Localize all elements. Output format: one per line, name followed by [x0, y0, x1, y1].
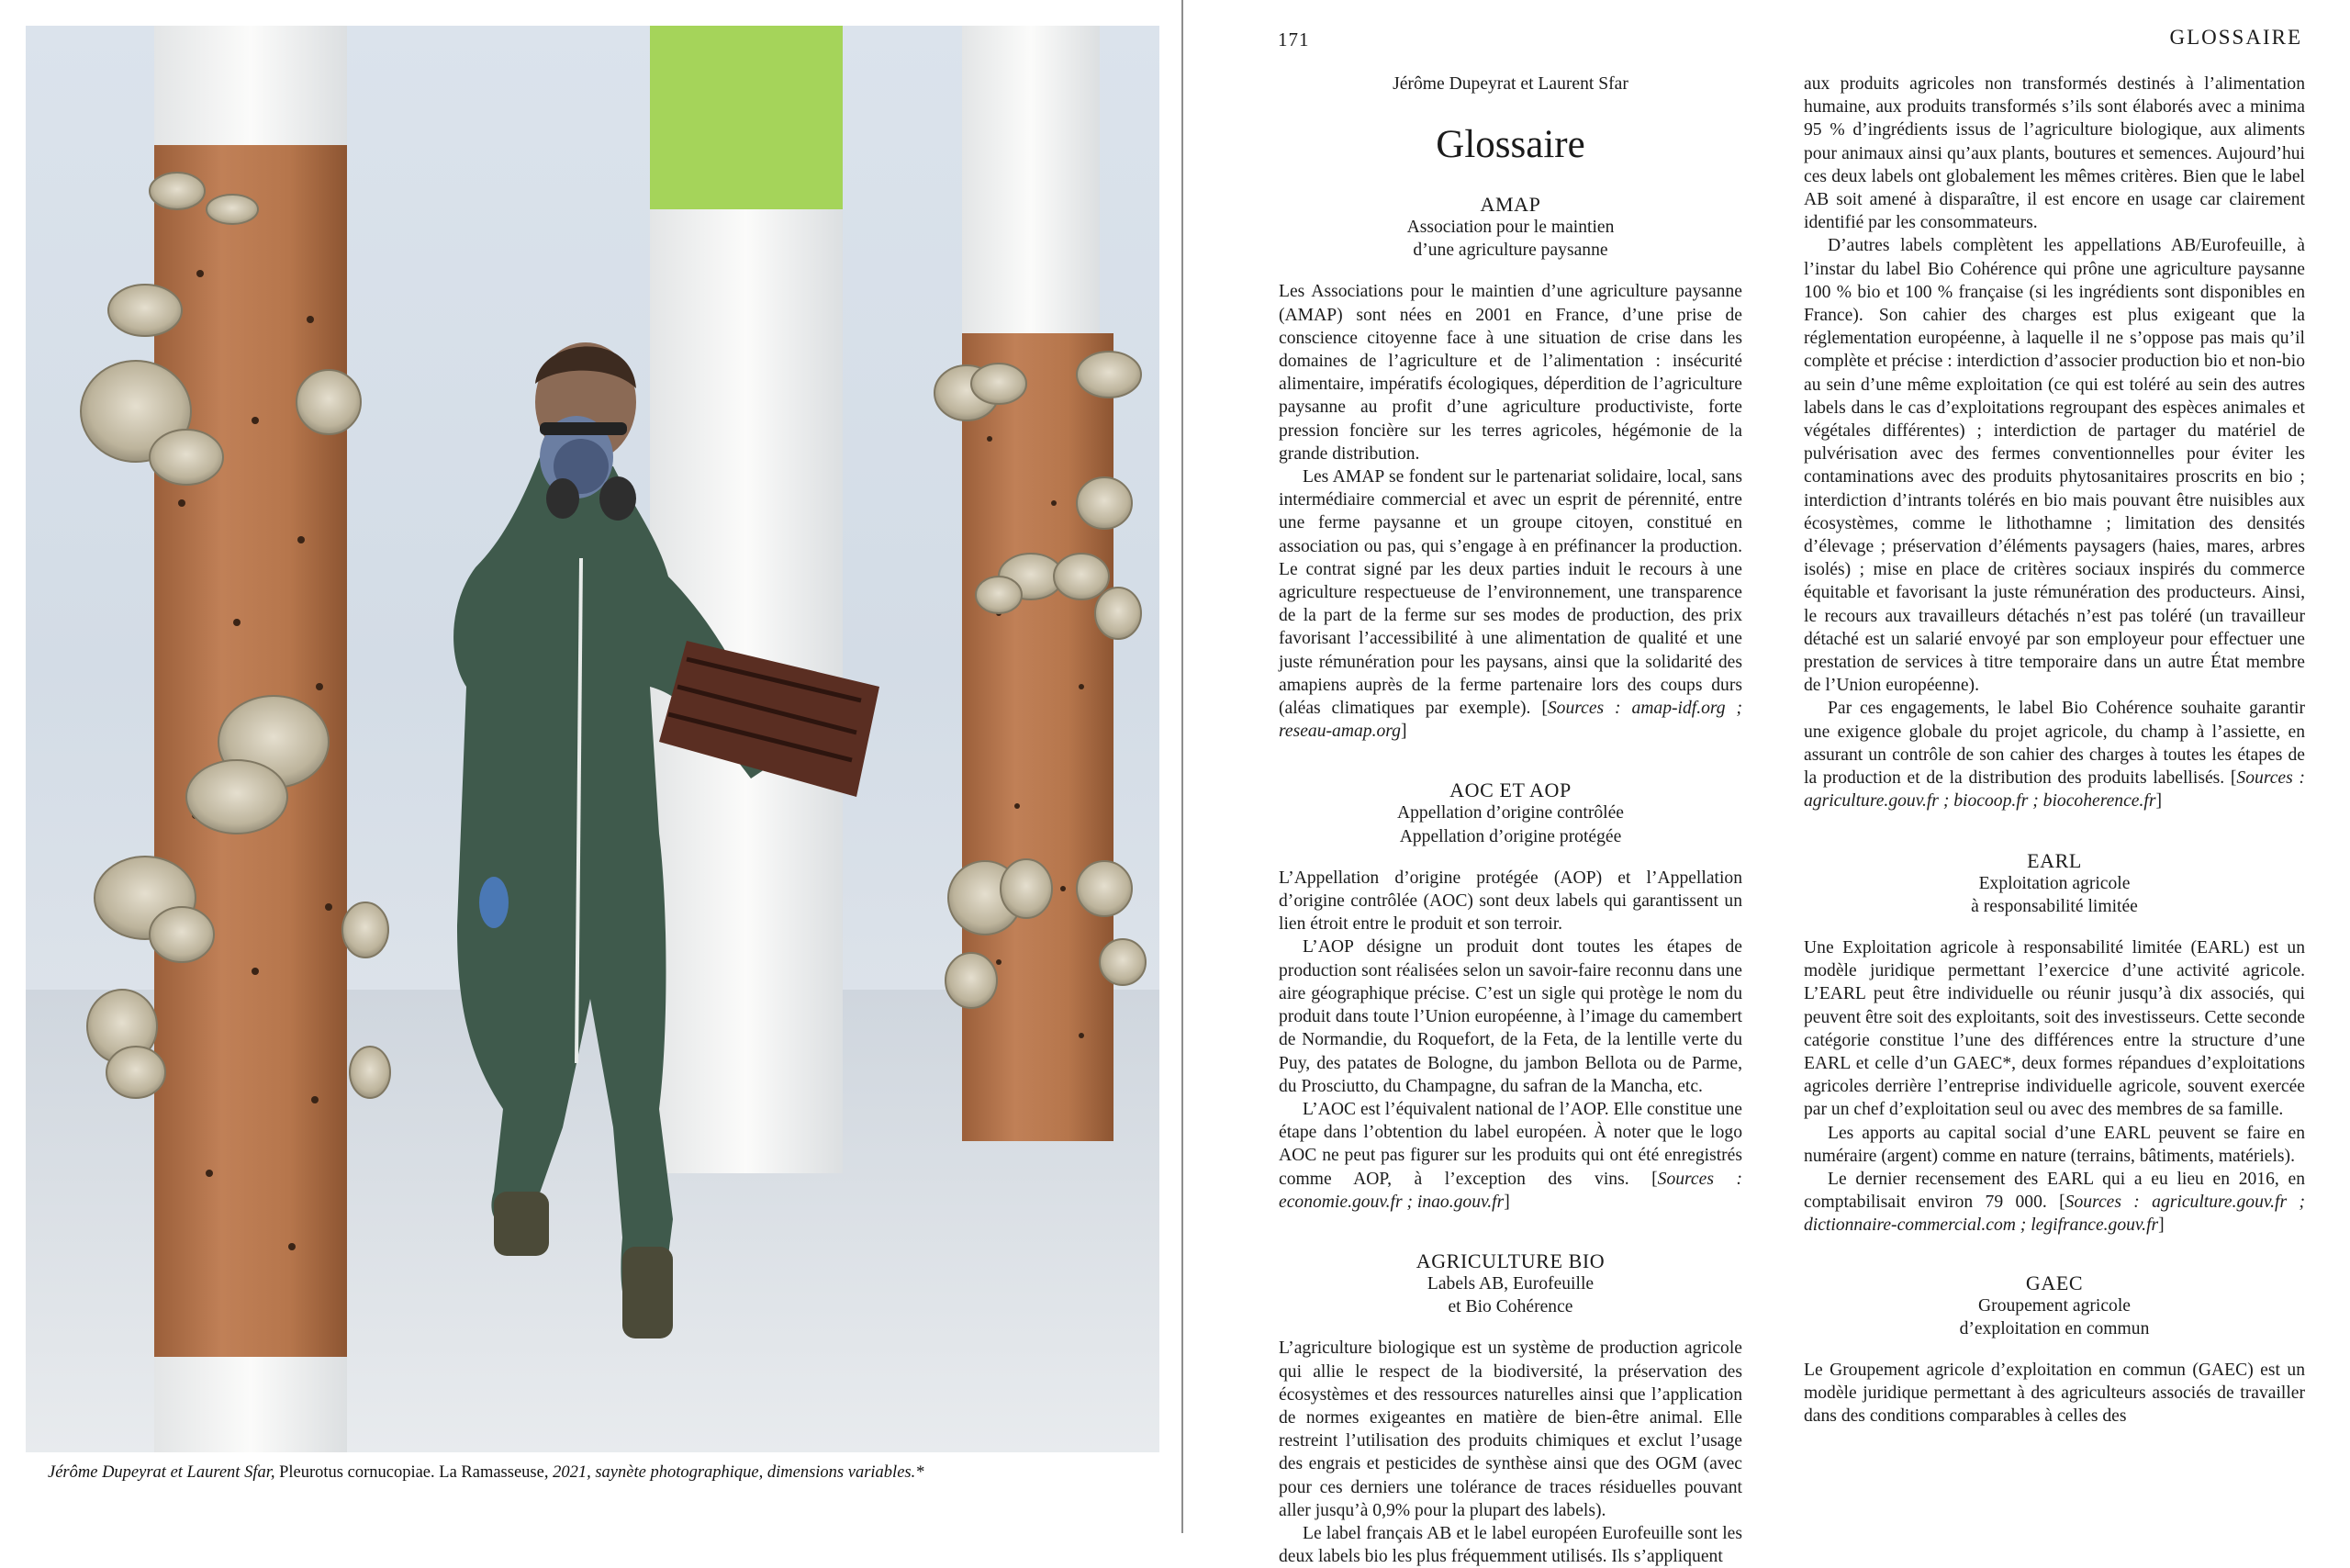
article-authors: Jérôme Dupeyrat et Laurent Sfar: [1393, 74, 1628, 94]
entry-term: EARL: [2027, 848, 2082, 872]
sources: Sources : agriculture.gouv.fr ; dictionnaire-commercial.com ; legifrance.gouv.fr: [1804, 1193, 2305, 1236]
entry-gaec: [1804, 1271, 2305, 1428]
entry-amap: [1279, 193, 1742, 743]
bracket: ]: [2155, 791, 2162, 812]
entry-subtitle: à responsabilité limitée: [1971, 896, 2138, 916]
bracket: ]: [1504, 1192, 1510, 1212]
entry-paragraph: Une Exploitation agricole à responsabilité limitée (EARL) est un modèle juridique permettant l’exercice d’une activité agricole. L’EARL peut être individuelle ou réunir jusqu’à dix associés, qui peuvent être soit des exploitants, soit des investisseurs. Cette seconde catégorie constitue l’une des différences entre la structure d’une EARL et celle d’un GAEC*, deux formes répandues d’exploitations agricoles derrière l’entreprise individuelle agricole, souvent exercée par un chef d’exploitation seul ou avec des membres de sa famille.: [1804, 937, 2305, 1120]
entry-subtitle: Association pour le maintien: [1406, 218, 1615, 237]
entry-paragraph: Le Groupement agricole d’exploitation en commun (GAEC) est un modèle juridique permettant à des agriculteurs associés de travailler dans des conditions comparables à celles des: [1804, 1360, 2305, 1427]
entry-paragraph: aux produits agricoles non transformés destinés à l’alimentation humaine, aux produits transformés s’ils sont élaborés avec a minima 95 % d’ingrédients issus de l’agriculture biologique, aux aliments pour animaux ainsi qu’aux plants, boutures et semences. Aujourd’hui ces deux labels ont globalement les mêmes critères. Bien que le label AB soit amené à disparaître, il est encore en usage car clairement identifié par les consommateurs.: [1804, 74, 2305, 233]
entry-subtitle: Appellation d’origine contrôlée: [1396, 803, 1625, 823]
caption-details: 2021, saynète photographique, dimensions variables.*: [548, 1463, 924, 1482]
entry-paragraph: [1804, 1168, 2305, 1238]
entry-term: AMAP: [1480, 193, 1541, 216]
page-title: Glossaire: [1436, 123, 1585, 166]
entry-paragraph: L’Appellation d’origine protégée (AOP) et l’Appellation d’origine contrôlée (AOC) sont deux labels qui garantissent un lien étroit entre le produit et son terroir.: [1279, 868, 1742, 935]
entry-paragraph: D’autres labels complètent les appellations AB/Eurofeuille, à l’instar du label Bio Cohérence qui prône une agriculture paysanne 100 % bio et 100 % française (si les ingrédients sont disponibles en France). Son cahier des charges est plus exigeant que la réglementation européenne, à laquelle il ne s’oppose pas mais qu’il complète et précise : interdiction d’associer production bio et non-bio au sein d’une même exploitation (ce qui est toléré au sein des autres labels dans le cas d’exploitations regroupant des espèces animales et végétales différentes) ; interdiction de partager du matériel de pulvérisation avec des fermes conventionnelles pour éviter les contaminations avec des produits phytosanitaires proscrits en bio ; interdiction d’intrants tolérés en bio mais pouvant être nuisibles aux écosystèmes, comme le lithothamne ; limitation des densités d’élevage ; préservation d’éléments paysagers (haies, mares, arbres isolés) ; mise en place de critères sociaux inspirés du commerce équitable et favorisant la juste rémunération des producteurs. Ainsi, le recours aux travailleurs détachés n’est pas toléré (un travailleur détaché est un salarié envoyé par son employeur pour effectuer une prestation de services à titre temporaire dans un autre État membre de l’Union européenne).: [1804, 236, 2305, 696]
mushroom-column-right: [962, 333, 1113, 1141]
green-band: [650, 26, 843, 209]
artwork-photo: [26, 26, 1159, 1452]
entry-term: AGRICULTURE BIO: [1416, 1249, 1606, 1272]
entry-paragraph: Le label français AB et le label européen Eurofeuille sont les deux labels bio les plus fréquemment utilisés. Ils s’appliquent: [1279, 1523, 1742, 1567]
entry-paragraph: Les apports au capital social d’une EARL peuvent se faire en numéraire (argent) comme en nature (terrains, bâtiments, matériels).: [1804, 1123, 2305, 1166]
entry-subtitle: et Bio Cohérence: [1448, 1297, 1573, 1317]
entry-paragraph: [1804, 697, 2305, 812]
entry-aoc-aop: [1279, 778, 1742, 1213]
entry-term: AOC ET AOP: [1449, 778, 1572, 802]
sources: Sources : agriculture.gouv.fr ; biocoop.fr ; biocoherence.fr: [1804, 768, 2305, 812]
entry-term: GAEC: [2025, 1271, 2084, 1294]
book-spine: [1181, 0, 1183, 1533]
text-column-2: [1804, 73, 2305, 1428]
paragraph-text: Les AMAP se fondent sur le partenariat solidaire, local, sans intermédiaire commercial et avec un esprit de pérennité, entre une ferme paysanne et un groupe citoyen, constitué en association ou pas, qui s’engage à en préfinancer la production. Le contrat signé par les deux parties induit le recours à une agriculture respectueuse de l’environnement, une transparence de la part de la ferme sur ses modes de production, des prix favorisant l’accessibilité à une alimentation de qualité et une juste rémunération pour les paysans, ainsi que la solidarité des amapiens auprès de la ferme partenaire lors des coups durs (aléas climatiques par exemple). [: [1279, 467, 1742, 719]
entry-paragraph: [1279, 465, 1742, 743]
entry-subtitle: Labels AB, Eurofeuille: [1427, 1273, 1595, 1294]
text-column-1: [1279, 73, 1742, 1568]
entry-agriculture-bio: [1279, 1249, 1742, 1568]
entry-paragraph: [1279, 1098, 1742, 1214]
entry-earl: [1804, 849, 2305, 1238]
photo-caption: [48, 1462, 1149, 1484]
entry-subtitle: d’exploitation en commun: [1959, 1318, 2150, 1338]
bracket: ]: [1400, 722, 1407, 742]
sources: Sources : economie.gouv.fr ; inao.gouv.fr: [1279, 1169, 1742, 1212]
entry-subtitle: d’une agriculture paysanne: [1413, 241, 1608, 261]
entry-paragraph: L’agriculture biologique est un système de production agricole qui allie le respect de la biodiversité, la préservation des écosystèmes et des ressources naturelles ainsi que l’application de normes exigeantes en matière de bien-être animal. Elle restreint l’utilisation des produits chimiques et exclut l’usage des engrais et pesticides de synthèse ainsi que des OGM (avec pour ces derniers une tolérance de traces résiduelles pouvant aller jusqu’à 0,9% pour la plupart des labels).: [1279, 1338, 1742, 1520]
paragraph-text: Le dernier recensement des EARL qui a eu lieu en 2016, en comptabilisait environ 79 000. [: [1804, 1169, 2305, 1213]
paragraph-text: Par ces engagements, le label Bio Cohérence souhaite garantir une exigence globale du projet agricole, du champ à l’assiette, en assurant un contrôle de son cahier des charges à toutes les étapes de la production et de la distribution des produits labellisés. [: [1804, 699, 2305, 789]
sources: Sources : amap-idf.org ; reseau-amap.org: [1279, 699, 1742, 742]
paragraph-text: L’AOC est l’équivalent national de l’AOP. Elle constitue une étape dans l’obtention du label européen. À noter que le logo AOC ne peut pas figurer sur les produits qui ont été enregistrés comme AOP, à l’exception des vins. [: [1279, 1099, 1742, 1189]
photo-illustration: [26, 26, 1159, 1452]
entry-subtitle: Exploitation agricole: [1978, 873, 2131, 893]
caption-authors: Jérôme Dupeyrat et Laurent Sfar,: [48, 1463, 275, 1482]
bracket: ]: [2158, 1215, 2165, 1236]
entry-paragraph: Les Associations pour le maintien d’une agriculture paysanne (AMAP) sont nées en 2001 en France, d’une prise de conscience citoyenne face à une situation de crise dans les domaines de l’agriculture et de l’alimentation : insécurité alimentaire, impératifs écologiques, déperdition de l’agriculture paysanne au profit d’une agriculture productiviste, forte pression foncière sur les terres agricoles, hégémonie de la grande distribution.: [1279, 282, 1742, 464]
entry-subtitle: Groupement agricole: [1978, 1295, 2131, 1316]
caption-work: Pleurotus cornucopiae. La Ramasseuse,: [274, 1463, 549, 1482]
entry-subtitle: Appellation d’origine protégée: [1399, 826, 1622, 846]
page-number: 171: [1278, 28, 1310, 50]
entry-paragraph: L’AOP désigne un produit dont toutes les étapes de production sont réalisées selon un savoir-faire reconnu dans une aire géographique précise. C’est un sigle qui protège le nom du produit dans toute l’Union européenne, à l’image du camembert de Normandie, du Roquefort, de la Feta, de la lentille verte du Puy, des patates de Bologne, du jambon Bellota ou de Parme, du Prosciutto, du Champagne, du safran de la Mancha, etc.: [1279, 937, 1742, 1096]
running-head: GLOSSAIRE: [2169, 26, 2302, 49]
